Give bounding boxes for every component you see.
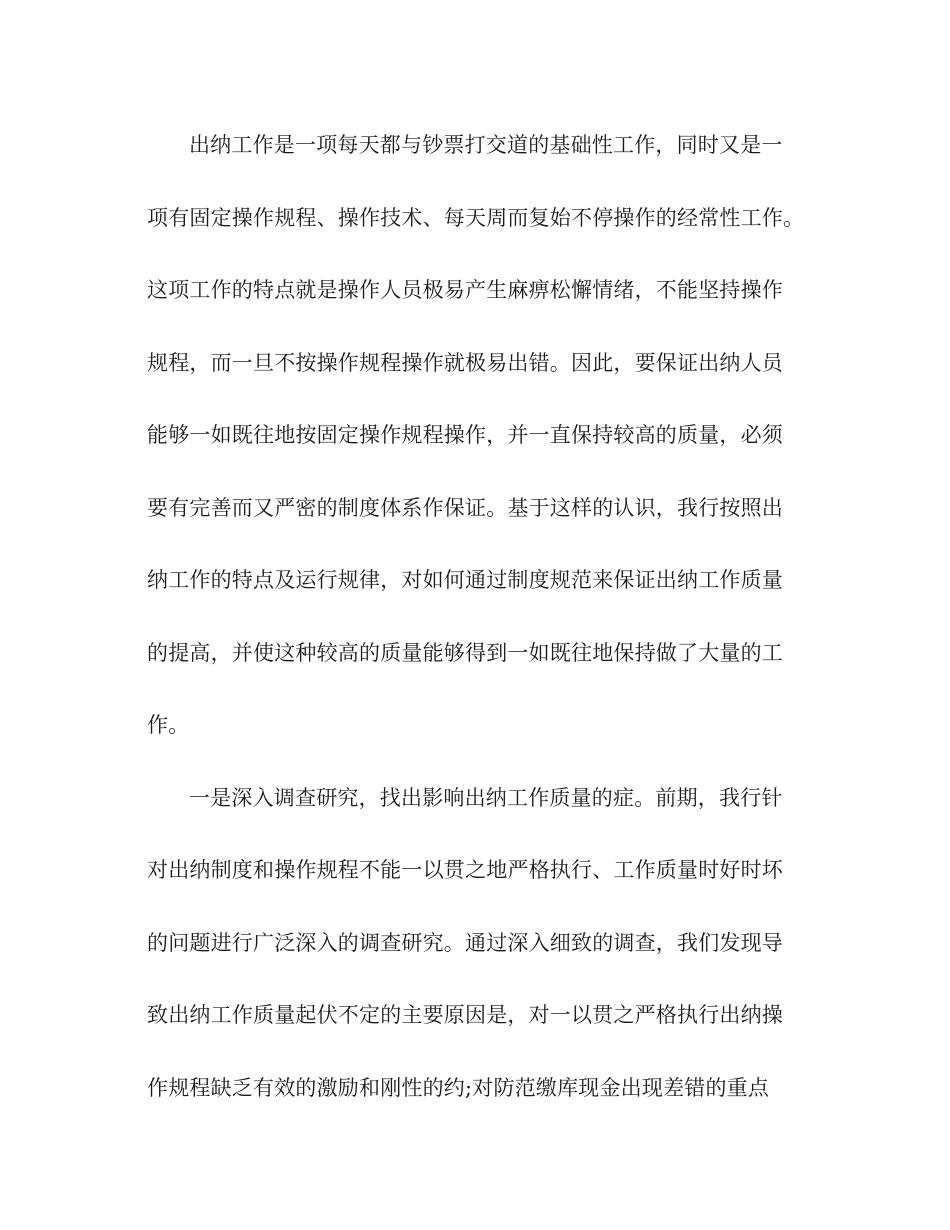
text-line: 能够一如既往地按固定操作规程操作，并一直保持较高的质量，必须 [147,423,783,447]
paragraph-2 [147,778,817,1141]
text-line: 项有固定操作规程、操作技术、每天周而复始不停操作的经常性工作。 [147,205,805,230]
text-line: 作规程缺乏有效的激励和刚性的约;对防范缴库现金出现差错的重点 [147,1075,770,1100]
text-line: 的问题进行广泛深入的调查研究。通过深入细致的调查，我们发现导 [147,930,783,955]
text-line: 要有完善而又严密的制度体系作保证。基于这样的认识，我行按照出 [147,495,783,520]
text-line: 致出纳工作质量起伏不定的主要原因是，对一以贯之严格执行出纳操 [147,1003,783,1027]
paragraph-1 [147,125,817,778]
text-line: 这项工作的特点就是操作人员极易产生麻痹松懈情绪，不能坚持操作 [147,278,783,302]
text-line: 的提高，并使这种较高的质量能够得到一如既往地保持做了大量的工 [147,640,783,665]
text-line: 纳工作的特点及运行规律，对如何通过制度规范来保证出纳工作质量 [147,568,783,592]
text-line: 一是深入调查研究，找出影响出纳工作质量的症。前期，我行针 [189,785,783,810]
body-text [147,125,817,1140]
text-line: 出纳工作是一项每天都与钞票打交道的基础性工作，同时又是一 [189,133,783,157]
text-line: 对出纳制度和操作规程不能一以贯之地严格执行、工作质量时好时坏 [147,858,783,882]
text-line: 规程，而一旦不按操作规程操作就极易出错。因此，要保证出纳人员 [147,350,783,375]
text-line: 作。 [147,713,190,737]
